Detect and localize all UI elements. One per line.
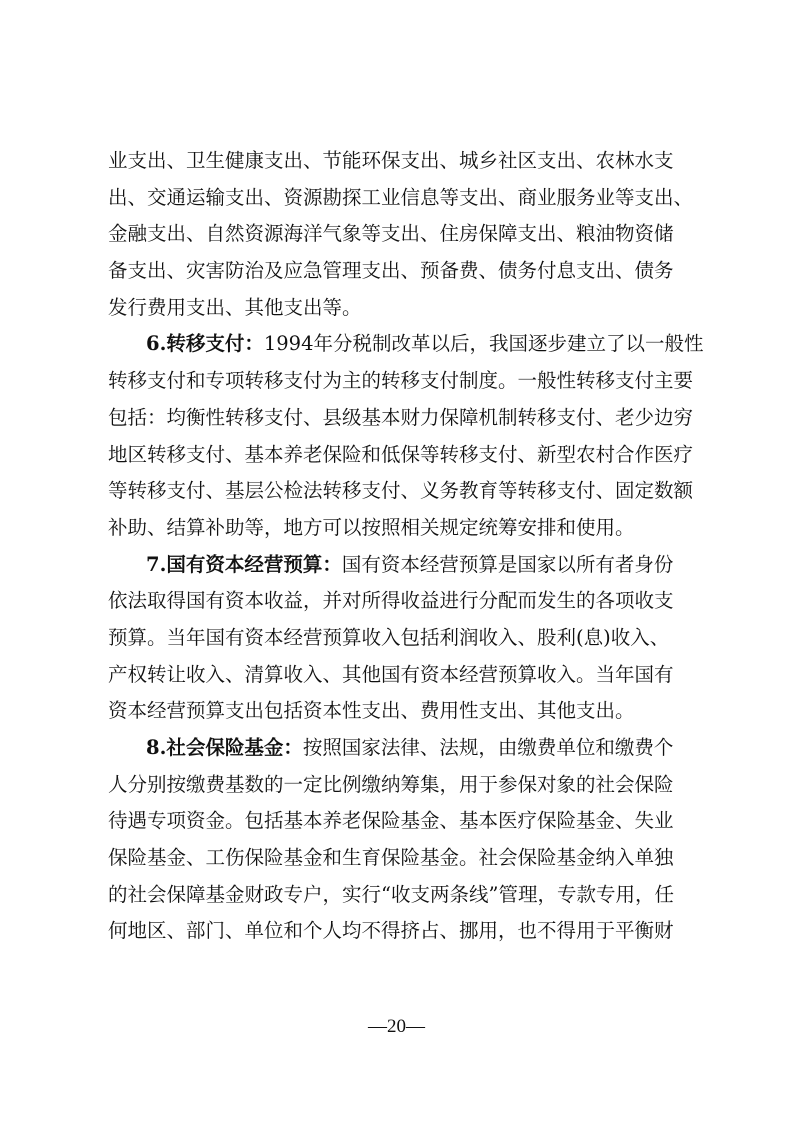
section-heading: 8.社会保险基金： [146,736,303,759]
text-run: 1994年分税制改革以后，我国逐步建立了以一般性 [263,332,704,356]
body-text [108,143,704,950]
text-line [108,326,704,363]
section-heading: 6.转移支付： [146,332,264,356]
paragraph-transfer-payment [108,326,704,546]
paragraph-social-insurance-fund [108,730,690,950]
text-line: 产权转让收入、清算收入、其他国有资本经营预算收入。当年国有 [108,662,674,686]
text-line: 何地区、部门、单位和个人均不得挤占、挪用，也不得用于平衡财 [108,919,674,943]
text-line: 转移支付和专项转移支付为主的转移支付制度。一般性转移支付主要 [108,369,694,393]
text-line: 出、交通运输支出、资源勘探工业信息等支出、商业服务业等支出、 [108,185,694,209]
page-number: —20— [368,1016,425,1037]
text-line: 金融支出、自然资源海洋气象等支出、住房保障支出、粮油物资储 [108,222,674,246]
text-run: 国有资本经营预算是国家以所有者身份 [341,552,674,576]
text-line: 补助、结算补助等，地方可以按照相关规定统筹安排和使用。 [108,515,635,539]
text-line: 地区转移支付、基本养老保险和低保等转移支付、新型农村合作医疗 [108,442,694,466]
text-line: 的社会保障基金财政专户，实行“收支两条线”管理，专款专用，任 [108,882,674,906]
text-line: 发行费用支出、其他支出等。 [108,295,362,319]
text-run: 按照国家法律、法规，由缴费单位和缴费个 [302,736,674,759]
paragraph-continuation [108,143,694,326]
text-line: 资本经营预算支出包括资本性支出、费用性支出、其他支出。 [108,699,635,723]
text-line: 依法取得国有资本收益，并对所得收益进行分配而发生的各项收支 [108,589,674,613]
text-line: 人分别按缴费基数的一定比例缴纳筹集，用于参保对象的社会保险 [108,772,674,796]
text-line: 待遇专项资金。包括基本养老保险基金、基本医疗保险基金、失业 [108,809,674,833]
text-line [108,547,690,584]
paragraph-state-capital-budget [108,547,690,730]
text-line: 等转移支付、基层公检法转移支付、义务教育等转移支付、固定数额 [108,479,694,503]
text-line [108,730,690,767]
section-heading: 7.国有资本经营预算： [146,552,342,576]
text-line: 备支出、灾害防治及应急管理支出、预备费、债务付息支出、债务 [108,259,674,283]
text-line: 包括：均衡性转移支付、县级基本财力保障机制转移支付、老少边穷 [108,405,694,429]
text-line: 保险基金、工伤保险基金和生育保险基金。社会保险基金纳入单独 [108,846,674,870]
text-line: 业支出、卫生健康支出、节能环保支出、城乡社区支出、农林水支 [108,149,674,172]
text-line: 预算。当年国有资本经营预算收入包括利润收入、股利(息)收入、 [108,625,670,649]
